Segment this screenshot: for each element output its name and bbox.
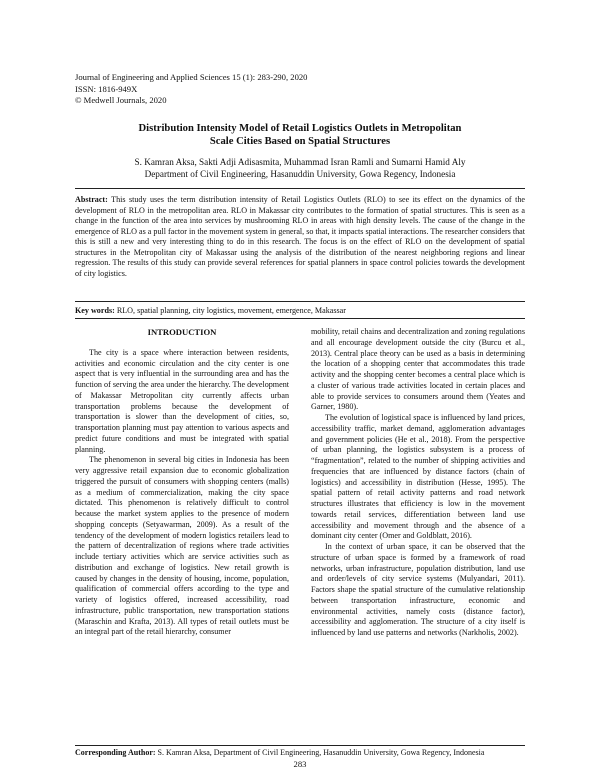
journal-copyright: © Medwell Journals, 2020 <box>75 95 167 106</box>
author-affiliation: Department of Civil Engineering, Hasanuddin University, Gowa Regency, Indonesia <box>144 168 456 179</box>
keywords-label: Key words: <box>75 306 115 315</box>
footer-rule <box>75 745 525 746</box>
keywords-bottom-rule <box>75 318 525 319</box>
keywords <box>75 306 525 317</box>
abstract-text: This study uses the term distribution intensity of Retail Logistics Outlets (RLO) to see its effect on the dynamics of the development of RLO in the metropolitan area. RLO in Makassar city contributes to the formation of spatial structures. This is seen as a change in the function of the area into services by mushrooming RLO in areas with high density levels. The cause of the change in the emergence of RLO as a pull factor in the movement system in general, so that, it impacts spatial interactions. The researcher considers that this is still a new and very interesting thing to do in this research. The focus is on the effect of RLO on the development of spatial structures in the Metropolitan city of Makassar using the analysis of the distribution of the nearest neighboring regions and linear regression. The results of this study can provide several references for spatial planners in space control policies towards the development of city logistics. <box>75 195 525 278</box>
author-block <box>75 157 525 181</box>
paragraph: The city is a space where interaction between residents, activities and economic circulation and the city center is one aspect that is very influential in the surrounding area and has the function of serving the area under the hierarchy. The development of Makassar Metropolitan city currently affects urban transportation problems because the development of transportation is slower than the development of cities, so, transportation planning must pay attention to various aspects and predict future conditions and must be integrated with spatial planning. <box>75 347 289 454</box>
author-list: S. Kamran Aksa, Sakti Adji Adisasmita, Muhammad Isran Ramli and Sumarni Hamid Aly <box>134 157 466 167</box>
paper-title <box>80 122 520 148</box>
paragraph: The evolution of logistical space is influenced by land prices, accessibility traffic, market demand, agglomeration advantages and government policies (He et al., 2018). From the perspective of urban planning, the logistics subsystem is a process of “fragmentation”, related to the number of shipping activities and frequencies that are influenced by distance factors (chain of logistics) and accessibility in distribution (Hesse, 1995). The spatial pattern of retail activity patterns and road network structures illustrates that efficiency is low in the movement towards retail services, differentiation between land use accessibility and movement through and the absence of a dominant city center (Omer and Goldblatt, 2016). <box>311 413 525 541</box>
paragraph: The phenomenon in several big cities in Indonesia has been very aggressive retail expansion due to economic globalization triggered the pursuit of consumers with shopping centers (malls) as a medium of commercialization, making the city space dictated. This phenomenon is relatively difficult to control because the market system applies to the presence of modern shopping concepts (Setyawarman, 2009). As a result of the tendency of the development of modern logistics retailers lead to the pattern of decentralization of regions where trade activities include tertiary activities which are service activities such as distribution and exchange of logistics. New retail growth is caused by changes in the density of housing, income, population, qualification of commercial offers according to the type and variety of logistics offered, increased accessibility, road infrastructure, public transportation, new transportation stations (Maraschin and Krafta, 2013). All types of retail outlets must be an integral part of the retail hierarchy, consumer <box>75 455 289 637</box>
body-column-left <box>75 327 289 638</box>
journal-header <box>75 72 475 107</box>
paragraph: mobility, retail chains and decentralization and zoning regulations and all encourage development outside the city (Burcu et al., 2013). Central place theory can be used as a basis in determining the location of a shopping center that accommodates this trade activity and the shopping center becomes a central place which is a cluster of various trade activities located in certain places and able to provide services to consumers around them (Yeates and Garner, 1980). <box>311 327 525 412</box>
abstract-bottom-rule <box>75 301 525 302</box>
paragraph: In the context of urban space, it can be observed that the structure of urban space is formed by a framework of road networks, urban infrastructure, population distribution, land use and order/levels of city service systems (Mulyandari, 2011). Factors shape the spatial structure of the cumulative relationship between transportation infrastructure, economic and environmental activities, namely costs (distance factor), accessibility and agglomeration. The structure of a city itself is influenced by land use patterns and networks (Narkholis, 2002). <box>311 542 525 637</box>
abstract <box>75 195 525 279</box>
corresponding-author <box>75 748 525 758</box>
journal-citation: Journal of Engineering and Applied Sciences 15 (1): 283-290, 2020 <box>75 72 308 82</box>
abstract-top-rule <box>75 188 525 189</box>
corresponding-author-label: Corresponding Author: <box>75 748 156 757</box>
body-column-right <box>311 327 525 639</box>
abstract-label: Abstract: <box>75 195 108 204</box>
paper-title-line-2: Scale Cities Based on Spatial Structures <box>209 136 391 147</box>
page-number: 283 <box>293 759 307 769</box>
journal-issn: ISSN: 1816-949X <box>75 83 138 94</box>
keywords-text: RLO, spatial planning, city logistics, movement, emergence, Makassar <box>116 306 346 315</box>
section-heading-introduction: INTRODUCTION <box>147 327 217 337</box>
corresponding-author-text: S. Kamran Aksa, Department of Civil Engineering, Hasanuddin University, Gowa Regency, Indonesia <box>157 748 485 757</box>
paper-title-line-1: Distribution Intensity Model of Retail Logistics Outlets in Metropolitan <box>138 123 462 134</box>
